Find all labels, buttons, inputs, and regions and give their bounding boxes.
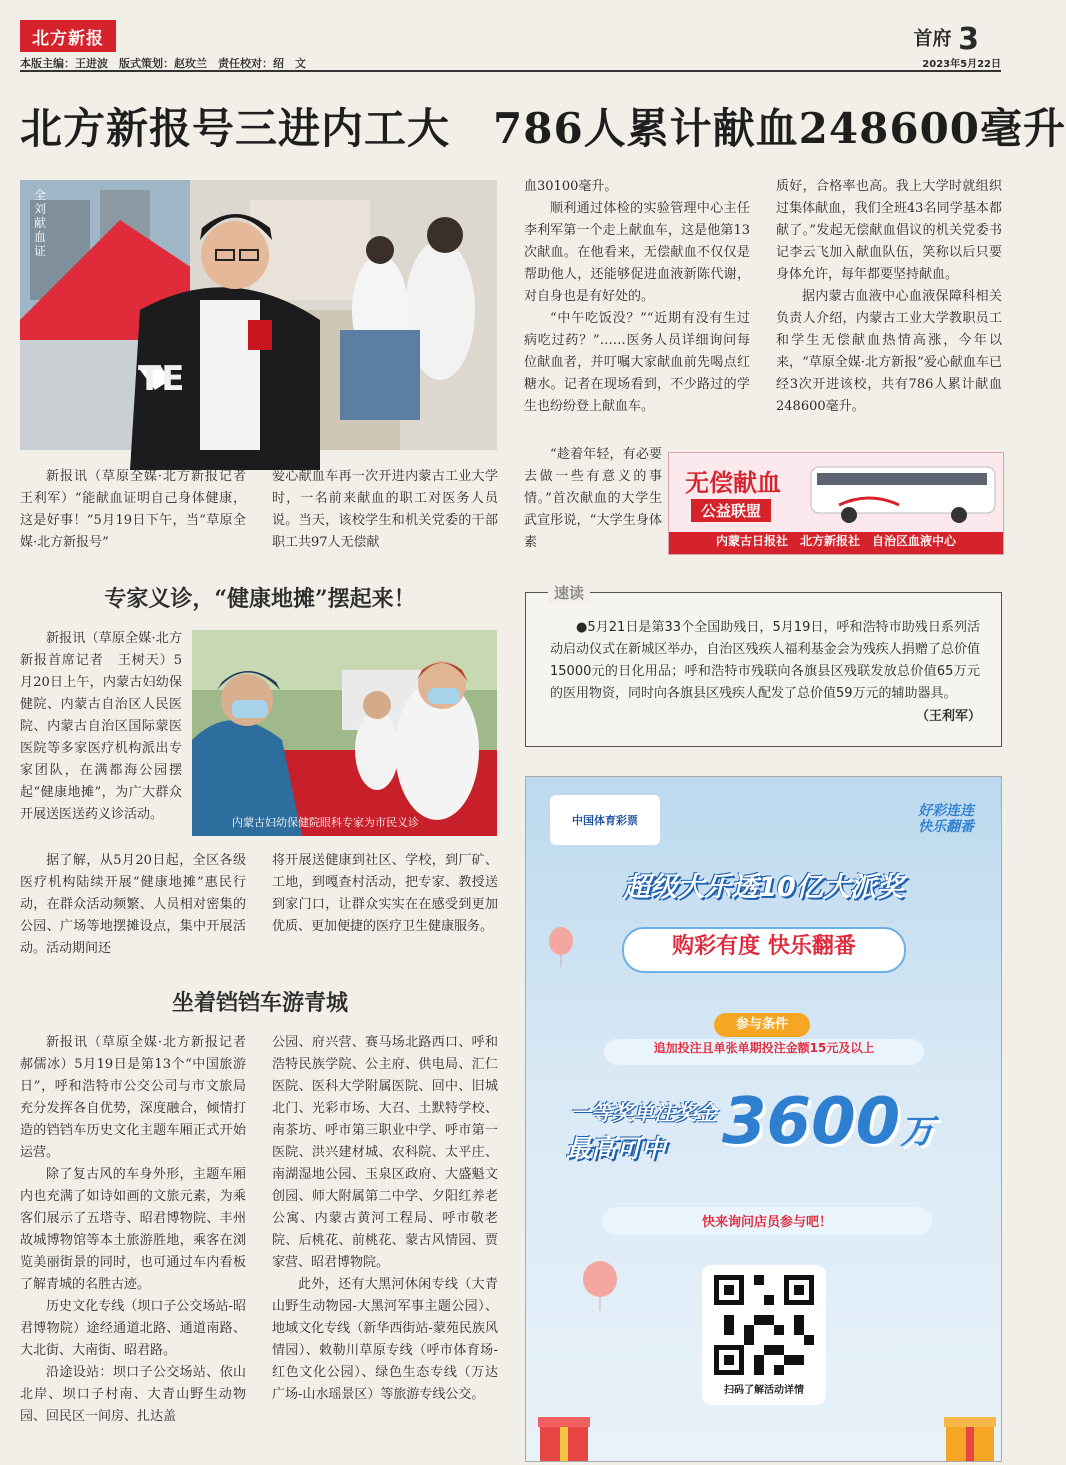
- story2-title: 专家义诊，“健康地摊”摆起来！: [104, 586, 416, 612]
- story3-paragraph: 除了复古风的车身外形，主题车厢内也充满了如诗如画的文旅元素，为乘客们展示了五塔寺、昭君博物院、丰州故城博物馆等本土旅游胜地，乘客在浏览美丽街景的同时，也可通过车内看板了解青城的名胜古迹。: [20, 1167, 246, 1292]
- lead-column-3b: [524, 444, 662, 556]
- prize-amount: [722, 1085, 934, 1159]
- condition-label: 参与条件: [714, 1013, 810, 1037]
- banner-footer: 内蒙古日报社 北方新报社 自治区血液中心: [669, 532, 1003, 554]
- story2-intro: [20, 628, 182, 844]
- lead-paragraph: 据内蒙古血液中心血液保障科相关负责人介绍，内蒙古工业大学教职员工和学生无偿献血热情高涨，今年以来，“草原全媒·北方新报”爱心献血车已经3次开进该校，共有786人累计献血248600毫升。: [776, 289, 1002, 414]
- call-to-action: [602, 1207, 932, 1235]
- lead-paragraph: “趁着年轻，有必要去做一些有意义的事情。”首次献血的大学生武宣彤说，“大学生身体素: [524, 447, 662, 550]
- blood-donation-banner: [668, 452, 1004, 555]
- lead-continued: 爱心献血车再一次开进内蒙古工业大学时，一名前来献血的职工对医务人员说。当天，该校学生和机关党委的干部职工共97人无偿献: [272, 469, 498, 550]
- prize-unit: 万: [900, 1112, 935, 1152]
- story3-paragraph: 历史文化专线（坝口子公交场站-昭君博物院）途经通道北路、通道南路、大北街、大南街、昭君路。: [20, 1299, 246, 1358]
- prize-line-1: 一等奖单注奖金: [570, 1101, 717, 1125]
- balloon-icon: [546, 927, 576, 967]
- story3-column-1: [20, 1032, 260, 1462]
- lead-paragraph: 质好，合格率也高。我上大学时就组织过集体献血，我们全班43名同学基本都献了。”发起无偿献血倡议的机关党委书记李云飞加入献血队伍，笑称以后只要身体允许，每年都要坚持献血。: [776, 179, 1002, 282]
- gift-box-icon: [536, 1405, 592, 1461]
- brief-byline: （王利军）: [915, 709, 981, 724]
- lottery-advertisement: [525, 776, 1002, 1462]
- qr-code-icon: [714, 1275, 814, 1375]
- editor-credits: 本版主编：王进波 版式策划：赵玫兰 责任校对：绍 文: [20, 57, 306, 70]
- bus-icon: [809, 461, 997, 525]
- story3-paragraph: 此外，还有大黑河休闲专线（大青山野生动物园-大黑河军事主题公园）、地域文化专线（新华西街站-蒙苑民族风情园）、敕勒川草原专线（呼市体育场-红色文化公园）、绿色生态专线（万达广场-山水瑶景区）等旅游专线公交。: [272, 1277, 498, 1402]
- cta-text: 快来询问店员参与吧！: [701, 1215, 832, 1230]
- story2-column-1: [20, 850, 246, 962]
- brief-title: [548, 582, 590, 603]
- brief-text: ●5月21日是第33个全国助残日，5月19日，呼和浩特市助残日系列活动启动仪式在新城区举办，自治区残疾人福利基金会为残疾人捐赠了总价值15000元的日化用品；呼和浩特市残联向各旗县区残联发放总价值65万元的医用物资，同时向各旗县区残疾人配发了总价值59万元的辅助器具。: [550, 620, 980, 701]
- story3-paragraph: 新报讯（草原全媒·北方新报记者 郝儒冰）5月19日是第13个“中国旅游日”，呼和浩特市公交公司与市文旅局充分发挥各自优势，深度融合，倾情打造的铛铛车历史文化主题车厢正式开始运营。: [20, 1035, 260, 1160]
- publish-date: 2023年5月22日: [922, 59, 1001, 70]
- lead-paragraph: 血30100毫升。: [524, 179, 618, 194]
- brief-title-text: 速读: [554, 584, 585, 602]
- masthead-rule: [20, 70, 1001, 72]
- lead-column-3: [524, 176, 750, 454]
- lottery-brand-name: 中国体育彩票: [572, 814, 638, 827]
- news-brief-box: [525, 584, 1002, 747]
- balloon-icon: [580, 1261, 620, 1311]
- story2-paragraph: 据了解，从5月20日起，全区各级医疗机构陆续开展“健康地摊”惠民行动，在群众活动频繁、人员相对密集的公园、广场等地摆摊设点，集中开展活动。活动期间还: [20, 853, 246, 956]
- lottery-brand: [550, 795, 660, 845]
- qr-code[interactable]: [702, 1265, 826, 1405]
- story3-title: 坐着铛铛车游青城: [171, 990, 348, 1016]
- banner-title: 无偿献血: [685, 468, 781, 497]
- story3-column-2: [272, 1032, 498, 1462]
- section-label: [913, 22, 979, 57]
- lead-column-4: [776, 176, 1002, 444]
- story3-paragraph: 沿途设站：坝口子公交场站、依山北岸、坝口子村南、大青山野生动物园、回民区一间房、扎达盖: [20, 1365, 246, 1424]
- lead-paragraph: 顺利通过体检的实验管理中心主任李利军第一个走上献血车，这是他第13次献血。在他看来，无偿献血不仅仅是帮助他人，还能够促进血液新陈代谢，对自身也是有好处的。: [524, 201, 750, 304]
- main-headline: 北方新报号三进内工大 786人累计献血248600毫升: [20, 104, 1066, 153]
- lead-column-2: [272, 466, 498, 556]
- blood-donation-photo: [20, 180, 497, 450]
- story2-paragraph: 将开展送健康到社区、学校，到厂矿、工地，到嘎查村活动，把专家、教授送到家门口，让群众实实在在感受到更加优质、更加便捷的医疗卫生健康服务。: [272, 853, 498, 934]
- ad-title: 超级大乐透10亿大派奖: [623, 872, 904, 903]
- masthead-logo: 北方新报: [20, 20, 116, 52]
- svg-text:TE: TE: [138, 359, 185, 399]
- lead-column-1: [20, 466, 260, 556]
- page-number: 3: [958, 22, 979, 57]
- ad-corner-slogan: 好彩连连 快乐翻番: [918, 803, 974, 835]
- lead-intro: 新报讯（草原全媒·北方新报记者 王利军）“能献血证明自己身体健康，这是好事！”5月19日下午，当“草原全媒·北方新报号”: [20, 469, 260, 550]
- clinic-photo-caption: 内蒙古妇幼保健院眼科专家为市民义诊: [232, 816, 419, 829]
- section-name: 首府: [913, 27, 952, 50]
- qr-caption: 扫码了解活动详情: [724, 1385, 804, 1396]
- story3-paragraph: 公园、府兴营、赛马场北路西口、呼和浩特民族学院、公主府、供电局、汇仁医院、医科大学附属医院、回中、旧城北门、光彩市场、大召、土默特学校、南茶坊、呼市第三职业中学、呼市第一医院、洪兴建材城、农科院、太平庄、南湖湿地公园、玉泉区政府、大盛魁文创园、师大附属第二中学、夕阳红养老公寓、内蒙古黄河工程局、呼市敬老院、后桃花、前桃花、蒙古风情园、贾家营、昭君博物院。: [272, 1035, 498, 1270]
- condition-text: 追加投注且单张单期投注金额15元及以上: [604, 1039, 924, 1065]
- prize-line-2: 最高可中: [566, 1134, 667, 1163]
- story2-column-2: [272, 850, 498, 962]
- clinic-photo: [192, 630, 497, 836]
- photo-caption: 全刘献血证: [34, 188, 47, 258]
- banner-subtitle: 公益联盟: [691, 499, 771, 522]
- ad-slogan: 购彩有度 快乐翻番: [622, 927, 906, 973]
- lead-paragraph: “中午吃饭没？”“近期有没有生过病吃过药？”……医务人员详细询问每位献血者，并叮嘱大家献血前先喝点红糖水。记者在现场看到，不少路过的学生也纷纷登上献血车。: [524, 311, 750, 414]
- story2-paragraph: 新报讯（草原全媒·北方新报首席记者 王树天）5月20日上午，内蒙古妇幼保健院、内蒙古自治区人民医院、内蒙古自治区国际蒙医医院等多家医疗机构派出专家团队，在满都海公园摆起“健康地摊”，为广大群众开展送医送药义诊活动。: [20, 631, 182, 822]
- prize-amount-value: 3600: [722, 1085, 901, 1159]
- gift-box-icon: [942, 1401, 998, 1461]
